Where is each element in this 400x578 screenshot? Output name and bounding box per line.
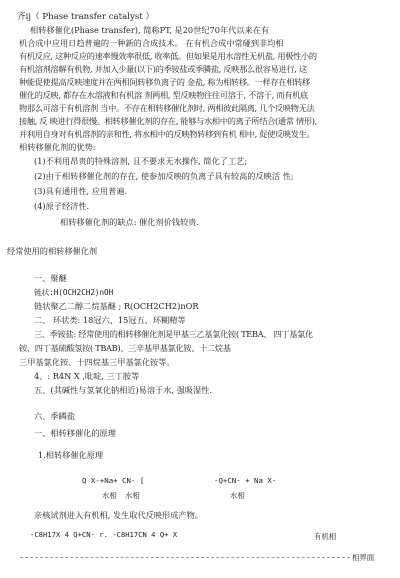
intro-line: 物那么可溶于有机溶剂 当中。不存在相转移催化剂时, 两相彼此隔离, 几个反映物无法	[19, 103, 315, 113]
disadvantage-text: 相转移催化剂的缺点: 催化剂价钱较贵.	[60, 217, 199, 227]
catalyst-heading: 二、 环状类: 18冠六、15冠五、环糊精等	[34, 315, 186, 325]
advantage-item: (3)具有通用性, 应用普遍.	[34, 186, 128, 196]
intro-line: 并利用自身对有机溶剂的亲和性, 将水相中的反映物转移到有机 相中, 促使反映发生。	[19, 129, 315, 139]
phase-interface-line	[20, 557, 350, 558]
equation-right: -Q+CN- + Na X-	[214, 476, 277, 485]
section-heading: 一、相转移催化的原理	[34, 428, 116, 438]
intro-line: 机合成中应用日趋普遍的一种新的合成技术。 在有机合成中常碰到非均相	[19, 38, 284, 48]
catalyst-heading: 五、(其碱性与氢氧化钠相近)易溶于水, 强吸湿性.	[34, 385, 212, 395]
catalyst-heading: 一、聚醚	[34, 273, 67, 283]
intro-line: 相转移催化(Phase transfer), 简称PT, 是20世纪70年代以来在有	[30, 25, 270, 35]
advantages-title: 相转移催化剂的优势:	[19, 142, 96, 152]
phase-label: 水相	[125, 491, 140, 500]
advantage-item: (2)由于相转移催化剂的存在, 使参加反映的负离子具有较高的反映活 性;	[34, 171, 294, 181]
formula-line: 链状:H(OCH2CH2)nOH	[34, 288, 114, 297]
phase-label: 有机相	[314, 532, 337, 541]
section-heading: 经常使用的相转移催化剂	[7, 246, 98, 256]
catalyst-heading: 六、季瞵盐	[34, 411, 75, 421]
paragraph-line: 三、季铵盐: 经常使用的相转移催化剂是甲基三乙基氯化铵( TEBA、 四丁基氯化	[34, 329, 313, 339]
catalyst-heading: 4、: R4N X ,吡啶, 三丁胺等	[34, 371, 140, 381]
advantage-item: (4)原子经济性.	[34, 201, 90, 211]
intro-line: 接触, 反 映进行得很慢。相转移催化剂的存在, 能够与水相中的离子所结合(通常 情形),	[19, 116, 317, 126]
intro-line: 种能促使提高反映速度并在两相间转移负离子的 金盐, 称为相转移。一样存在相转移	[19, 77, 310, 87]
advantage-item: (1)不利用昂贵的特殊溶剂, 且不要求无水操作, 简化了工艺;	[34, 156, 248, 166]
intro-line: 有机溶剂溶解有机物, 并加入少量(以下)的季铵盐或季膦盐, 反映那么很容易进行, 这	[19, 64, 307, 74]
explanation-text: 亲核试剂进入有机相, 发生取代反映形成产物。	[34, 510, 203, 520]
paragraph-line: 铵、四丁基硫酸氢铵( TBAB)、三辛基甲基氯化铵、十二烷基	[19, 343, 231, 353]
footer-label: 相界面	[352, 553, 375, 562]
paragraph-line: 三甲基氯化铵、十四烷基三甲基氯化铵等。	[19, 357, 175, 367]
phase-label: 水相	[230, 491, 245, 500]
document-header: 齐ij（ Phase transfer catalyst ）	[17, 12, 155, 22]
phase-label: 水相	[102, 491, 117, 500]
intro-line: 催化的反映, 都存在水溶液和有机溶 剂两相, 型反映物往往可溶于, 不溶于, 而有机底	[19, 90, 308, 100]
subsection-heading: 1.相转移催化原理	[38, 450, 104, 460]
equation-left: Q X-+Na+ CN- [	[82, 476, 145, 485]
equation-organic: -C8H17X 4 Q+CN- r. -C8H17CN 4 Q+ X	[30, 530, 178, 539]
formula-line: 链状聚乙二醇二烷基醚 ; R(OCH2CH2)nOR	[34, 301, 199, 311]
intro-line: 有机反应, 这种反应的速率慢效率很低, 收率低。但如果是用水溶性无机盐, 用极性小的	[19, 51, 317, 61]
